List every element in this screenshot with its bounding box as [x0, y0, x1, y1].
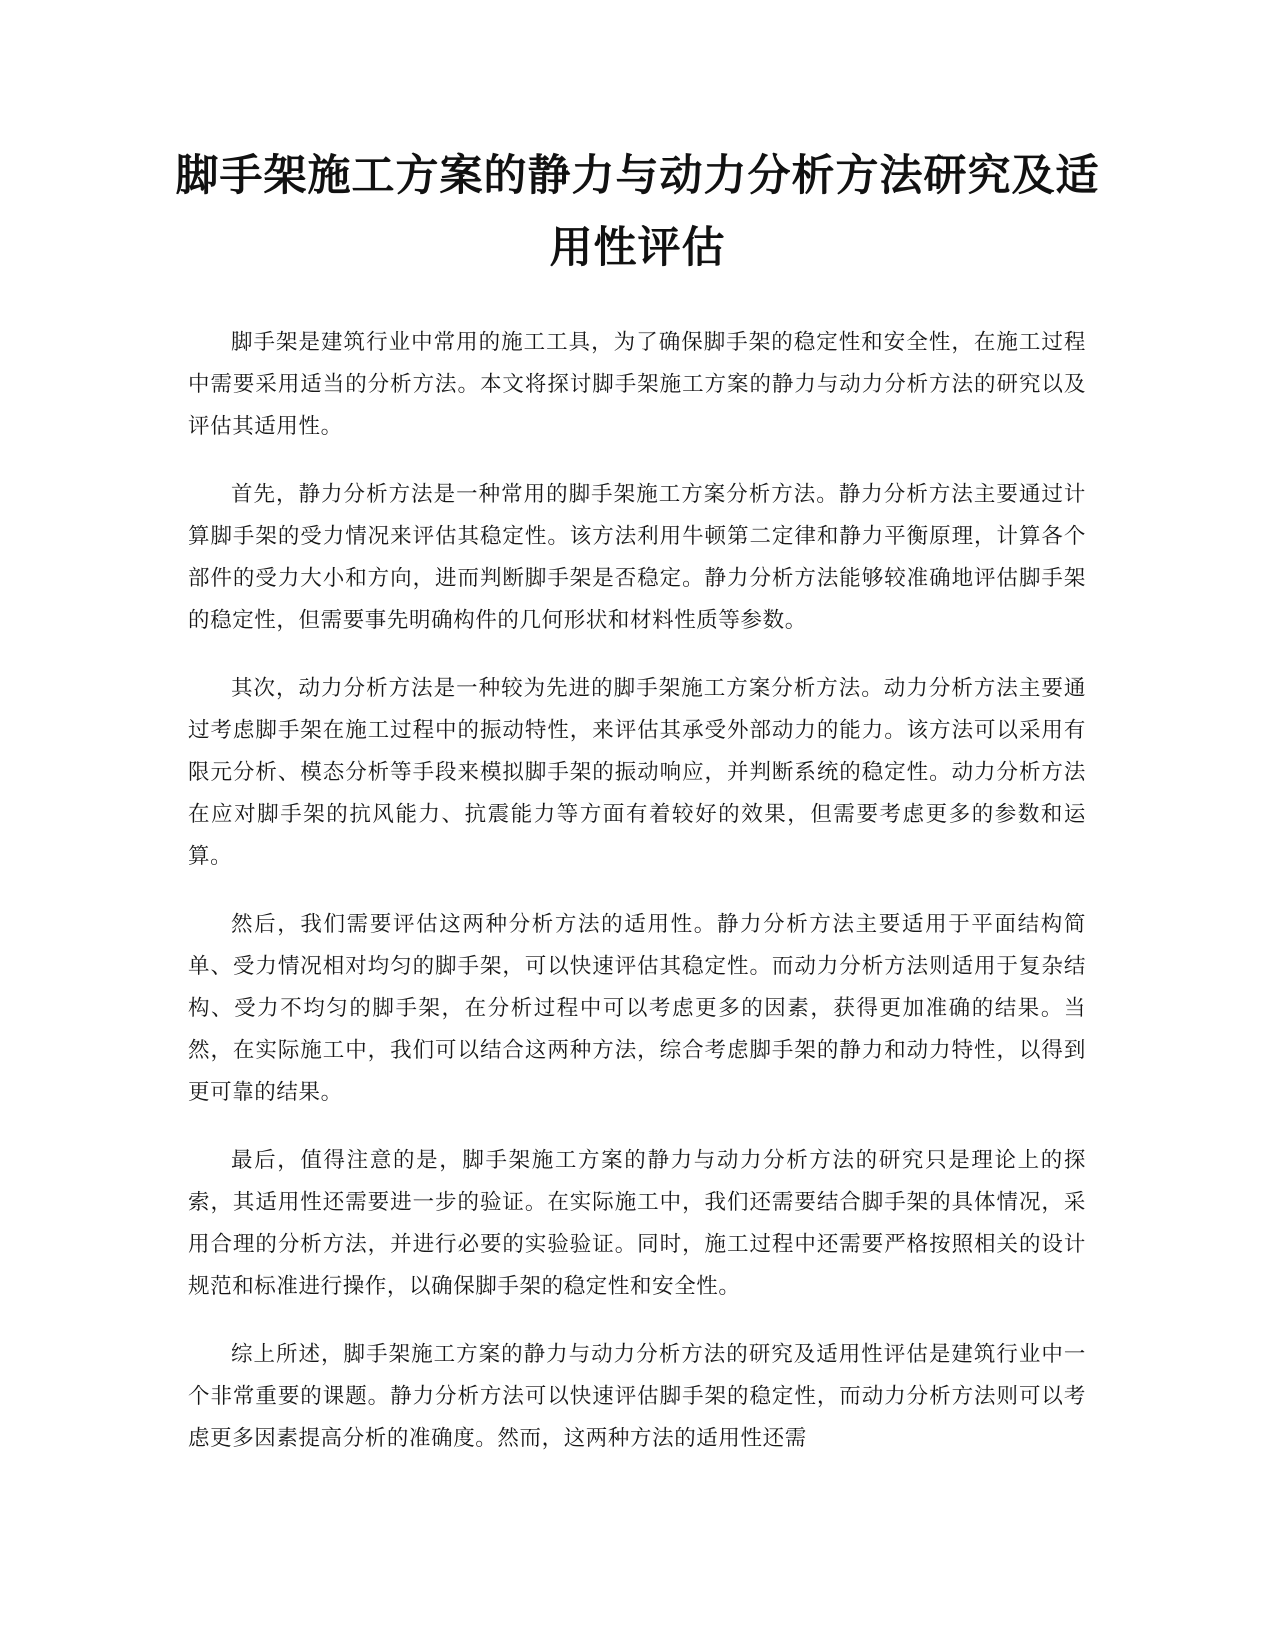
paragraph-applicability: 然后，我们需要评估这两种分析方法的适用性。静力分析方法主要适用于平面结构简单、受力情况相对均匀的脚手架，可以快速评估其稳定性。而动力分析方法则适用于复杂结构、受力不均匀的脚手架，在分析过程中可以考虑更多的因素，获得更加准确的结果。当然，在实际施工中，我们可以结合这两种方法，综合考虑脚手架的静力和动力特性，以得到更可靠的结果。 — [188, 912, 1086, 1105]
document-title: 脚手架施工方案的静力与动力分析方法研究及适用性评估 — [175, 151, 1100, 273]
paragraph-intro: 脚手架是建筑行业中常用的施工工具，为了确保脚手架的稳定性和安全性，在施工过程中需要采用适当的分析方法。本文将探讨脚手架施工方案的静力与动力分析方法的研究以及评估其适用性。 — [188, 330, 1086, 439]
paragraph-dynamic-analysis: 其次，动力分析方法是一种较为先进的脚手架施工方案分析方法。动力分析方法主要通过考虑脚手架在施工过程中的振动特性，来评估其承受外部动力的能力。该方法可以采用有限元分析、模态分析等手段来模拟脚手架的振动响应，并判断系统的稳定性。动力分析方法在应对脚手架的抗风能力、抗震能力等方面有着较好的效果，但需要考虑更多的参数和运算。 — [188, 676, 1086, 869]
document-body — [188, 322, 1086, 1486]
paragraph-summary: 综上所述，脚手架施工方案的静力与动力分析方法的研究及适用性评估是建筑行业中一个非常重要的课题。静力分析方法可以快速评估脚手架的稳定性，而动力分析方法则可以考虑更多因素提高分析的准确度。然而，这两种方法的适用性还需 — [188, 1342, 1086, 1451]
paragraph-static-analysis: 首先，静力分析方法是一种常用的脚手架施工方案分析方法。静力分析方法主要通过计算脚手架的受力情况来评估其稳定性。该方法利用牛顿第二定律和静力平衡原理，计算各个部件的受力大小和方向，进而判断脚手架是否稳定。静力分析方法能够较准确地评估脚手架的稳定性，但需要事先明确构件的几何形状和材料性质等参数。 — [188, 482, 1086, 633]
paragraph-validation: 最后，值得注意的是，脚手架施工方案的静力与动力分析方法的研究只是理论上的探索，其适用性还需要进一步的验证。在实际施工中，我们还需要结合脚手架的具体情况，采用合理的分析方法，并进行必要的实验验证。同时，施工过程中还需要严格按照相关的设计规范和标准进行操作，以确保脚手架的稳定性和安全性。 — [188, 1148, 1086, 1299]
